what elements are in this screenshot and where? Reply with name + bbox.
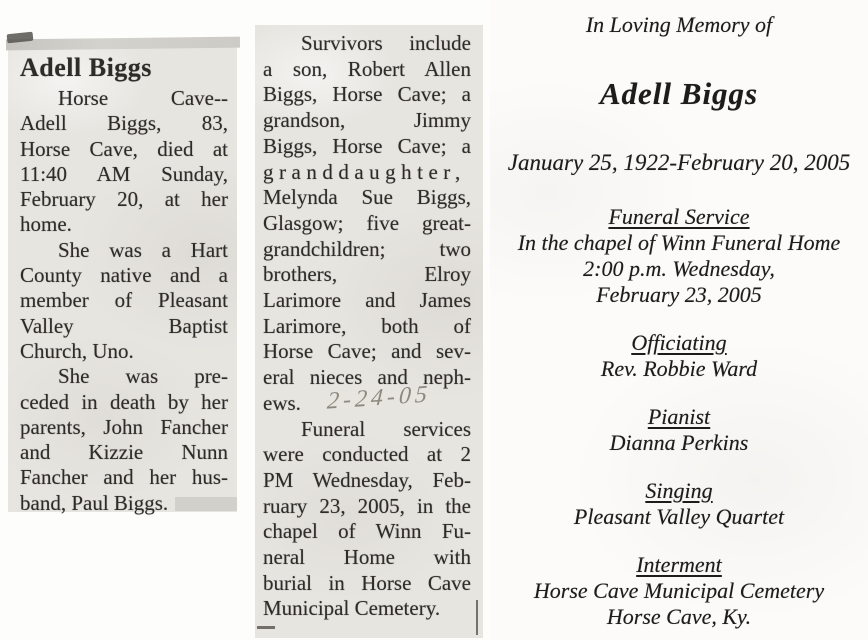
memorial-section-heading: Funeral Service: [608, 204, 750, 229]
obituary-column-2: [255, 25, 483, 622]
obituary-text-line: February 20, at her: [20, 187, 228, 212]
memorial-section-line: Dianna Perkins: [609, 430, 749, 455]
obituary-text-line: Funeral services: [301, 416, 471, 441]
obituary-text-line: Biggs, Horse Cave; a: [263, 82, 471, 107]
obituary-text-line: ceded in death by her: [20, 389, 228, 414]
memorial-section-line: 2:00 p.m. Wednesday,: [583, 256, 775, 281]
scan-line-mark: [476, 600, 478, 635]
deceased-name: Adell Biggs: [599, 76, 759, 111]
obituary-text-line: County native and a: [20, 263, 228, 288]
memorial-section-line: Pleasant Valley Quartet: [573, 504, 785, 529]
life-dates: January 25, 1922-February 20, 2005: [507, 150, 851, 175]
memorial-card-sections: [490, 204, 868, 630]
obituary-text-line: Valley Baptist: [20, 313, 228, 338]
memorial-section-line: Horse Cave Municipal Cemetery: [533, 578, 825, 603]
memorial-section-heading: Pianist: [647, 404, 711, 429]
memorial-section: [490, 204, 868, 308]
obituary-text-line: 11:40 AM Sunday,: [20, 161, 228, 186]
obituary-text-line: band, Paul Biggs.: [20, 490, 169, 515]
obituary-text-line: Horse Cave; and sev-: [263, 339, 471, 364]
obituary-text-line: She was a Hart: [58, 237, 228, 262]
memorial-section-heading: Singing: [645, 478, 713, 503]
obituary-text-line: parents, John Fancher: [20, 414, 228, 439]
memorial-section-heading: Interment: [636, 552, 722, 577]
memorial-section-line: Rev. Robbie Ward: [600, 356, 758, 381]
torn-edge: [6, 37, 240, 51]
memorial-section: [490, 404, 868, 456]
obituary-text-line: Glasgow; five great-: [263, 210, 471, 235]
obituary-text-line: and Kizzie Nunn: [20, 440, 228, 465]
scan-dash-mark: [257, 626, 275, 629]
memorial-card: [490, 0, 868, 640]
obituary-text-line: brothers, Elroy: [263, 262, 471, 287]
handwritten-date: 2-24-05: [326, 381, 432, 415]
obituary-text-line: a son, Robert Allen: [263, 56, 471, 81]
obituary-text-line: were conducted at 2: [263, 442, 471, 467]
obituary-text-line: She was pre-: [58, 364, 228, 389]
obituary-text-line: Adell Biggs, 83,: [20, 111, 228, 136]
obituary-text-line: chapel of Winn Fu-: [263, 519, 471, 544]
obituary-headline: Adell Biggs: [20, 53, 152, 82]
obituary-text-line: Municipal Cemetery.: [263, 596, 441, 621]
obituary-text-line: Biggs, Horse Cave; a: [263, 133, 471, 158]
obituary-text-line: grandchildren; two: [263, 236, 471, 261]
obituary-text-line: ruary 23, 2005, in the: [263, 493, 471, 518]
memorial-section: [490, 552, 868, 630]
obituary-text-line: Church, Uno.: [20, 338, 134, 363]
obituary-column-1: [8, 86, 237, 516]
obituary-text-line: Larimore, both of: [263, 313, 471, 338]
obituary-text-line: Horse Cave--: [58, 86, 228, 110]
newspaper-clipping-middle: [255, 25, 483, 638]
memorial-section-line: In the chapel of Winn Funeral Home: [517, 230, 841, 255]
obituary-text-line: burial in Horse Cave: [263, 570, 471, 595]
memorial-section-heading: Officiating: [631, 330, 727, 355]
memorial-card-header: In Loving Memory of: [585, 12, 773, 37]
memorial-section-line: February 23, 2005: [596, 282, 762, 307]
obituary-text-line: member of Pleasant: [20, 288, 228, 313]
memorial-section: [490, 330, 868, 382]
obituary-text-line: Survivors include: [301, 31, 471, 55]
obituary-text-line: Larimore and James: [263, 288, 471, 313]
obituary-text-line: grandson, Jimmy: [263, 108, 471, 133]
obituary-text-line: ews.: [263, 390, 301, 415]
memorial-section: [490, 478, 868, 530]
obituary-text-line: Melynda Sue Biggs,: [263, 185, 471, 210]
scan-smudge: [175, 497, 237, 511]
obituary-text-line: eral nieces and neph-: [263, 365, 471, 390]
newspaper-clipping-left: [8, 42, 237, 515]
obituary-text-line: granddaughter,: [263, 159, 466, 184]
obituary-text-line: neral Home with: [263, 545, 471, 570]
obituary-text-line: Horse Cave, died at: [20, 136, 228, 161]
obituary-text-line: Fancher and her hus-: [20, 465, 228, 490]
obituary-text-line: home.: [20, 212, 72, 237]
memorial-section-line: Horse Cave, Ky.: [606, 604, 752, 629]
obituary-text-line: PM Wednesday, Feb-: [263, 467, 471, 492]
